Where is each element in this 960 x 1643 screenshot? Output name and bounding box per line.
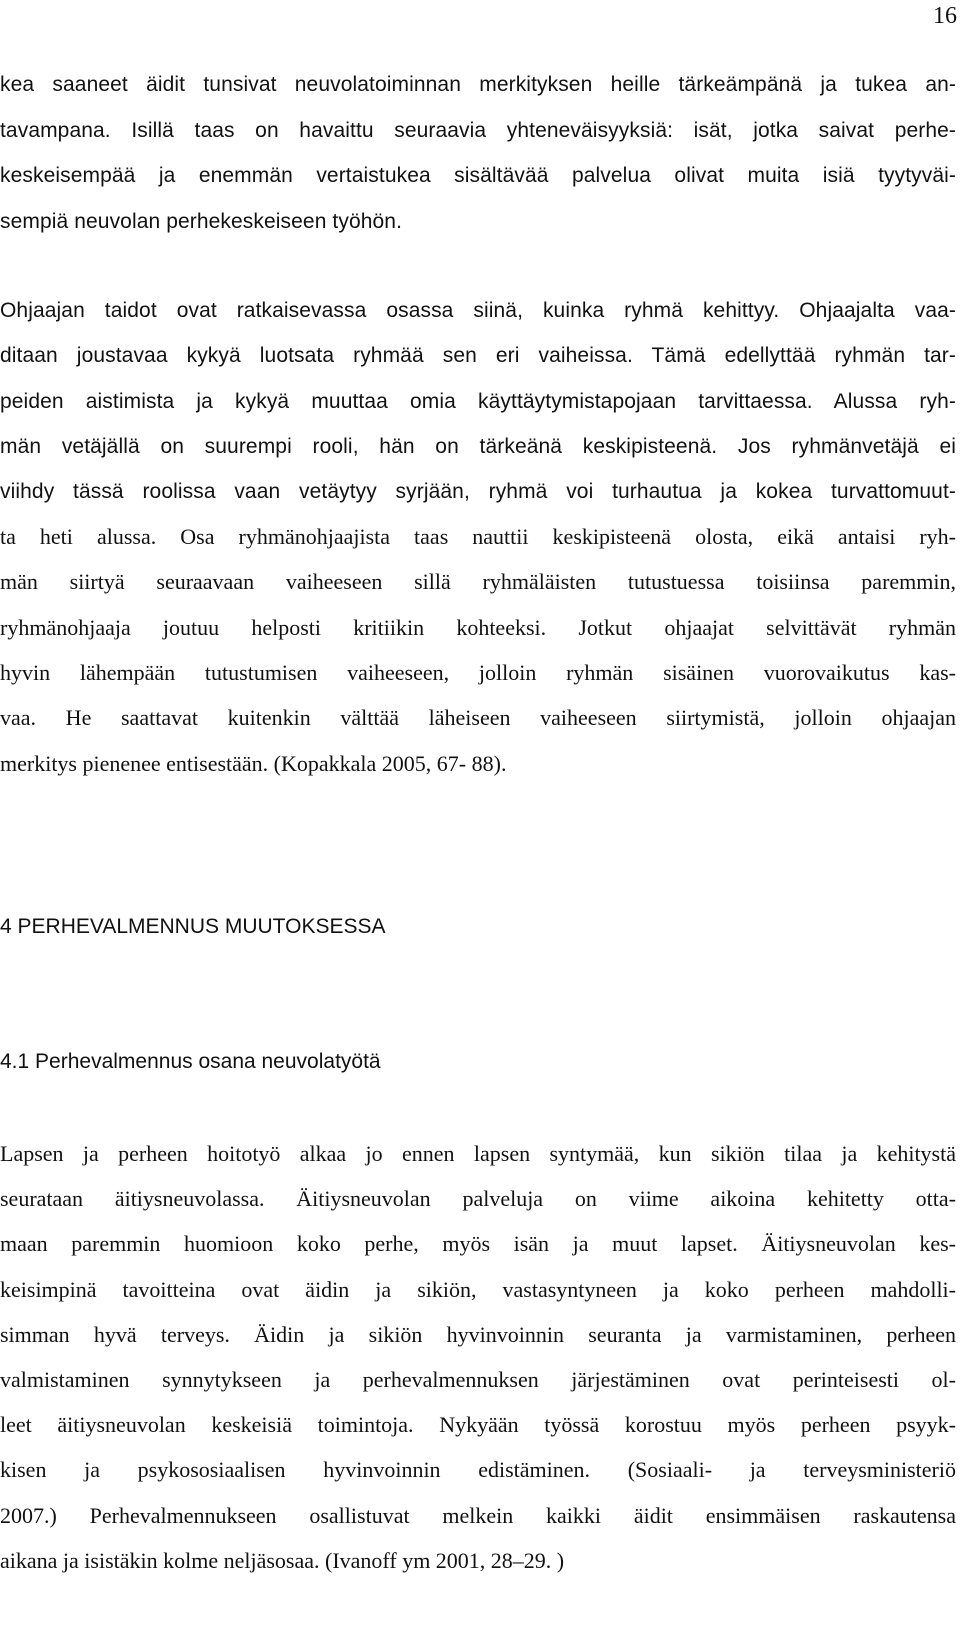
- text-line: keskeisempää ja enemmän vertaistukea sisältävää palvelua olivat muita isiä tyytyväi-: [0, 164, 956, 187]
- text-line: aikana ja isistäkin kolme neljäsosaa. (Ivanoff ym 2001, 28–29. ): [0, 1548, 565, 1573]
- text-line: sempiä neuvolan perhekeskeiseen työhön.: [0, 210, 402, 233]
- text-line: män vetäjällä on suurempi rooli, hän on tärkeänä keskipisteenä. Jos ryhmänvetäjä ei: [0, 435, 956, 458]
- text-line: vaa. He saattavat kuitenkin välttää läheiseen vaiheeseen siirtymistä, jolloin ohjaajan: [0, 705, 956, 730]
- text-line: kisen ja psykososiaalisen hyvinvoinnin edistäminen. (Sosiaali- ja terveysministeriö: [0, 1457, 956, 1482]
- text-line: leet äitiysneuvolan keskeisiä toimintoja. Nykyään työssä korostuu myös perheen psyyk-: [0, 1412, 956, 1437]
- text-line: valmistaminen synnytykseen ja perhevalmennuksen järjestäminen ovat perinteisesti ol-: [0, 1367, 956, 1392]
- text-line: hyvin lähempään tutustumisen vaiheeseen, jolloin ryhmän sisäinen vuorovaikutus kas-: [0, 660, 956, 685]
- text-line: merkitys pienenee entisestään. (Kopakkala 2005, 67- 88).: [0, 751, 507, 776]
- text-line: keisimpinä tavoitteina ovat äidin ja sikiön, vastasyntyneen ja koko perheen mahdolli-: [0, 1277, 956, 1302]
- text-line: viihdy tässä roolissa vaan vetäytyy syrjään, ryhmä voi turhautua ja kokea turvattomuut-: [0, 480, 956, 503]
- text-line: peiden aistimista ja kykyä muuttaa omia käyttäytymistapojaan tarvittaessa. Alussa ryh-: [0, 390, 956, 413]
- page-number: 16: [933, 3, 957, 29]
- text-line: tavampana. Isillä taas on havaittu seuraavia yhteneväisyyksiä: isät, jotka saivat perhe-: [0, 119, 956, 142]
- chapter-heading: 4 PERHEVALMENNUS MUUTOKSESSA: [0, 915, 386, 938]
- text-line: maan paremmin huomioon koko perhe, myös isän ja muut lapset. Äitiysneuvolan kes-: [0, 1231, 956, 1256]
- section-heading: 4.1 Perhevalmennus osana neuvolatyötä: [0, 1050, 381, 1073]
- text-line: kea saaneet äidit tunsivat neuvolatoiminnan merkityksen heille tärkeämpänä ja tukea an-: [0, 73, 956, 96]
- text-line: ditaan joustavaa kykyä luotsata ryhmää sen eri vaiheissa. Tämä edellyttää ryhmän tar-: [0, 344, 956, 367]
- text-line: män siirtyä seuraavaan vaiheeseen sillä ryhmäläisten tutustuessa toisiinsa paremmin,: [0, 569, 956, 594]
- text-line: Ohjaajan taidot ovat ratkaisevassa osassa siinä, kuinka ryhmä kehittyy. Ohjaajalta vaa-: [0, 299, 956, 322]
- text-line: Lapsen ja perheen hoitotyö alkaa jo ennen lapsen syntymää, kun sikiön tilaa ja kehitystä: [0, 1141, 956, 1166]
- text-line: simman hyvä terveys. Äidin ja sikiön hyvinvoinnin seuranta ja varmistaminen, perheen: [0, 1322, 956, 1347]
- text-line: 2007.) Perhevalmennukseen osallistuvat melkein kaikki äidit ensimmäisen raskautensa: [0, 1503, 956, 1528]
- text-line: ryhmänohjaaja joutuu helposti kritiikin kohteeksi. Jotkut ohjaajat selvittävät ryhmän: [0, 615, 956, 640]
- text-line: ta heti alussa. Osa ryhmänohjaajista taas nauttii keskipisteenä olosta, eikä antaisi ryh-: [0, 524, 956, 549]
- text-line: seurataan äitiysneuvolassa. Äitiysneuvolan palveluja on viime aikoina kehitetty otta-: [0, 1186, 956, 1211]
